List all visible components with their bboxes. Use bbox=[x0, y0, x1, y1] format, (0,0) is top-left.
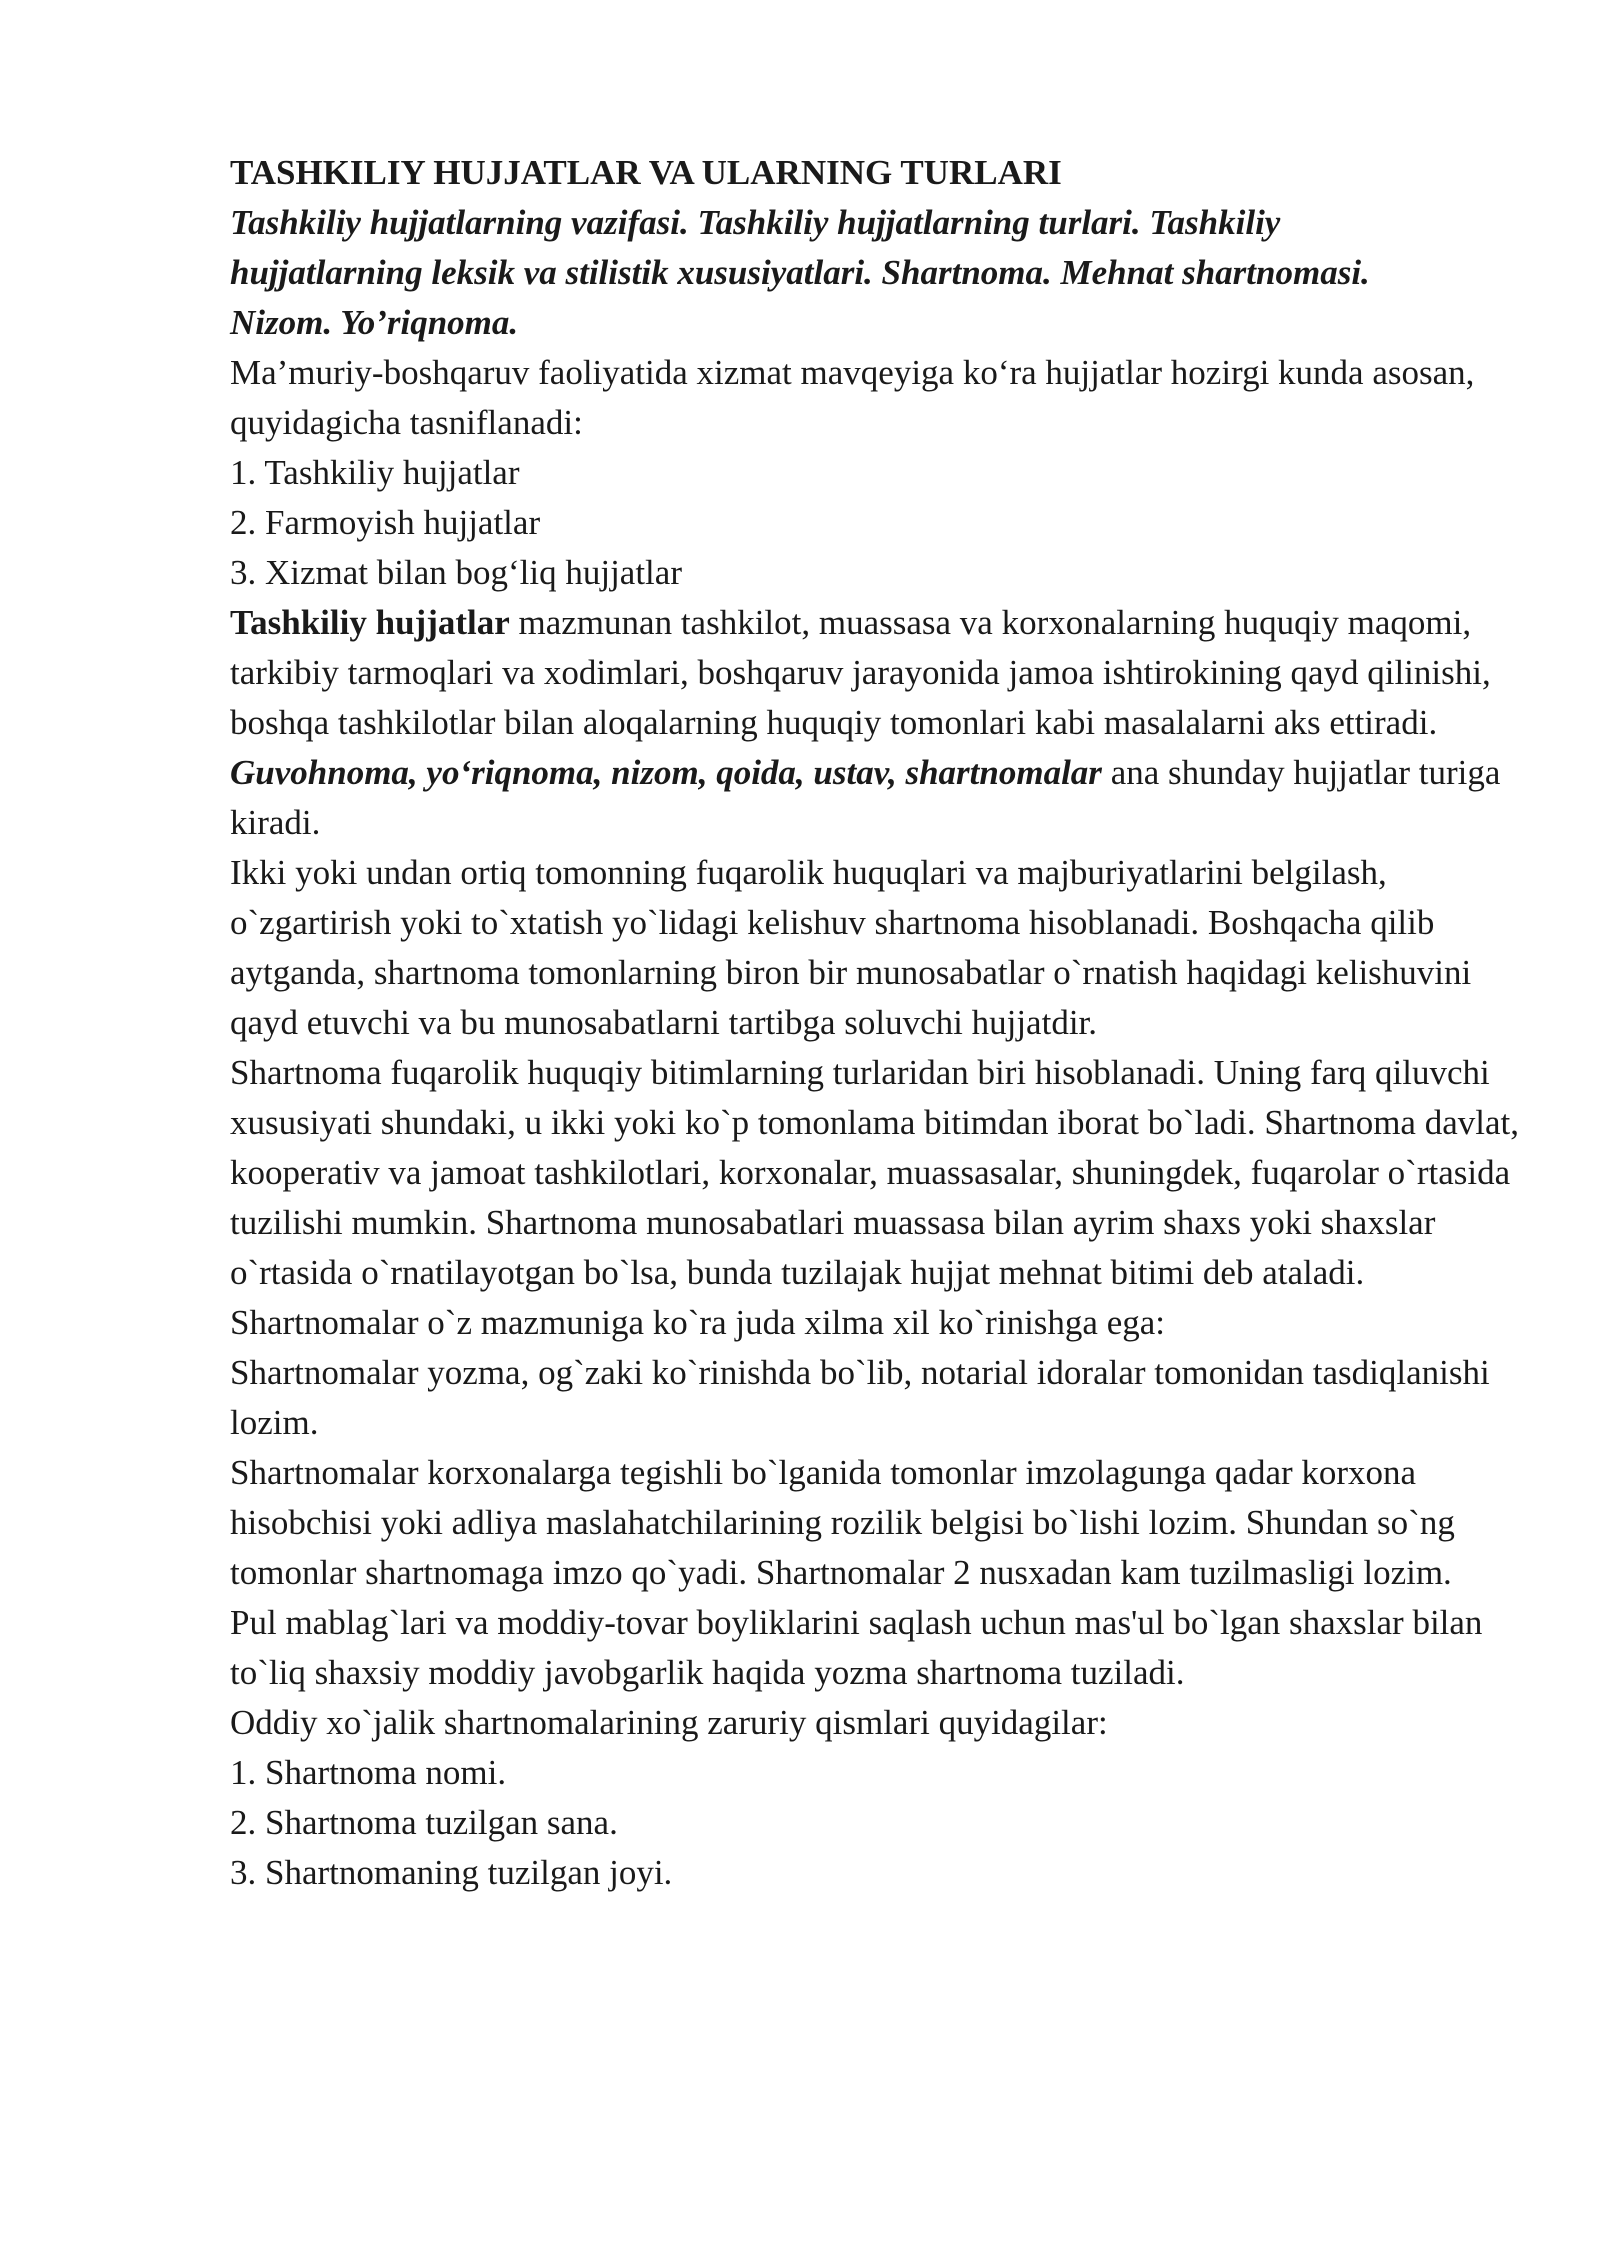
tashkiliy-bold-lead: Tashkiliy hujjatlar bbox=[230, 603, 510, 642]
document-subtitle bbox=[230, 198, 1530, 348]
subtitle-line: Tashkiliy hujjatlarning vazifasi. Tashkiliy hujjatlarning turlari. Tashkiliy bbox=[230, 203, 1281, 242]
tashkiliy-text: mazmunan tashkilot, muassasa va korxonalarning huquqiy maqomi, tarkibiy tarmoqlari va xodimlari, boshqaruv jarayonida jamoa ishtirokining qayd qilinishi, boshqa tashkilotlar bilan aloqalarning huquqiy tomonlari kabi masalalarni aks ettiradi. bbox=[230, 603, 1491, 742]
yozma-paragraph: Shartnomalar yozma, og`zaki ko`rinishda bo`lib, notarial idoralar tomonidan tasdiqlanishi lozim. bbox=[230, 1353, 1490, 1442]
tashkiliy-tail: ana shunday hujjatlar turiga kiradi. bbox=[230, 753, 1501, 842]
xilma-xil-paragraph: Shartnomalar o`z mazmuniga ko`ra juda xilma xil ko`rinishga ega: bbox=[230, 1303, 1165, 1342]
classification-list-item: 3. Xizmat bilan bog‘liq hujjatlar bbox=[230, 553, 682, 592]
oddiy-paragraph: Oddiy xo`jalik shartnomalarining zaruriy qismlari quyidagilar: bbox=[230, 1703, 1108, 1742]
tashkiliy-paragraph bbox=[230, 598, 1530, 848]
shartnoma-definition-paragraph: Ikki yoki undan ortiq tomonning fuqarolik huquqlari va majburiyatlarini belgilash, o`zgartirish yoki to`xtatish yo`lidagi kelishuv shartnoma hisoblanadi. Boshqacha qilib aytganda, shartnoma tomonlarning biron bir munosabatlar o`rnatish haqidagi kelishuvini qayd etuvchi va bu munosabatlarni tartibga soluvchi hujjatdir. bbox=[230, 853, 1472, 1042]
classification-list-item: 2. Farmoyish hujjatlar bbox=[230, 503, 541, 542]
document-title: TASHKILIY HUJJATLAR VA ULARNING TURLARI bbox=[230, 153, 1062, 192]
korxona-paragraph: Shartnomalar korxonalarga tegishli bo`lganida tomonlar imzolagunga qadar korxona hisobchisi yoki adliya maslahatchilarining rozilik belgisi bo`lishi lozim. Shundan so`ng tomonlar shartnomaga imzo qo`yadi. Shartnomalar 2 nusxadan kam tuzilmasligi lozim. bbox=[230, 1453, 1455, 1592]
parts-list-item: 2. Shartnoma tuzilgan sana. bbox=[230, 1803, 618, 1842]
intro-paragraph: Ma’muriy-boshqaruv faoliyatida xizmat mavqeyiga ko‘ra hujjatlar hozirgi kunda asosan, quyidagicha tasniflanadi: bbox=[230, 353, 1475, 442]
pul-paragraph: Pul mablag`lari va moddiy-tovar boyliklarini saqlash uchun mas'ul bo`lgan shaxslar bilan to`liq shaxsiy moddiy javobgarlik haqida yozma shartnoma tuziladi. bbox=[230, 1603, 1483, 1692]
subtitle-line: hujjatlarning leksik va stilistik xususiyatlari. Shartnoma. Mehnat shartnomasi. bbox=[230, 253, 1370, 292]
parts-list-item: 3. Shartnomaning tuzilgan joyi. bbox=[230, 1853, 673, 1892]
parts-list-item: 1. Shartnoma nomi. bbox=[230, 1753, 507, 1792]
fuqarolik-paragraph: Shartnoma fuqarolik huquqiy bitimlarning turlaridan biri hisoblanadi. Uning farq qiluvchi xususiyati shundaki, u ikki yoki ko`p tomonlama bitimdan iborat bo`ladi. Shartnoma davlat, kooperativ va jamoat tashkilotlari, korxonalar, muassasalar, shuningdek, fuqarolar o`rtasida tuzilishi mumkin. Shartnoma munosabatlari muassasa bilan ayrim shaxs yoki shaxslar o`rtasida o`rnatilayotgan bo`lsa, bunda tuzilajak hujjat mehnat bitimi deb ataladi. bbox=[230, 1053, 1519, 1292]
document-page bbox=[230, 148, 1530, 1898]
subtitle-line: Nizom. Yo’riqnoma. bbox=[230, 303, 519, 342]
tashkiliy-examples: Guvohnoma, yo‘riqnoma, nizom, qoida, ustav, shartnomalar bbox=[230, 753, 1102, 792]
classification-list-item: 1. Tashkiliy hujjatlar bbox=[230, 453, 520, 492]
